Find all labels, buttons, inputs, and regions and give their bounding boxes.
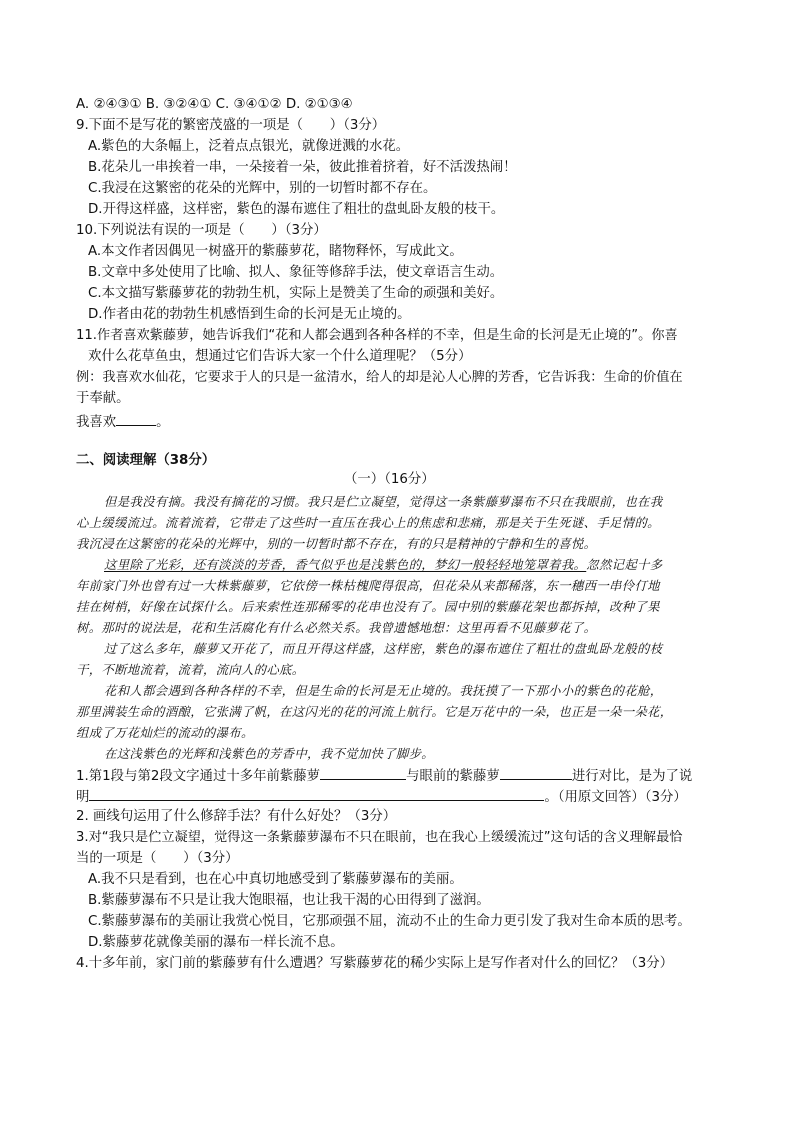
q2-stem: 2. 画线句运用了什么修辞手法？有什么好处？（3分） (76, 809, 397, 824)
q11-stem-line1: 11.作者喜欢紫藤萝，她告诉我们“花和人都会遇到各种各样的不幸，但是生命的长河是无止境的”。你喜 (76, 328, 678, 343)
passage-p2-line3: 挂在树梢，好像在试探什么。后来索性连那稀零的花串也没有了。园中别的紫藤花架也都拆掉，改种了果 (76, 599, 660, 614)
q11-answer-prefix: 我喜欢 (76, 415, 117, 430)
passage-p3-line2: 干，不断地流着，流着，流向人的心底。 (76, 662, 305, 677)
section2-subheading: （一）（16分） (344, 472, 435, 487)
q1-line1 (76, 765, 692, 787)
passage-p1-line3: 我沉浸在这繁密的花朵的光辉中，别的一切暂时都不存在，有的只是精神的宁静和生的喜悦。 (76, 536, 597, 551)
q11-stem-line2: 欢什么花草鱼虫，想通过它们告诉大家一个什么道理呢？（5分） (88, 349, 472, 364)
section2-heading: 二、阅读理解（38分） (76, 453, 216, 468)
q1-text-e: 。（用原文回答）（3分） (544, 790, 687, 805)
passage-p1-line2: 心上缓缓流过。流着流着，它带走了这些时一直压在我心上的焦虑和悲痛，那是关于生死谜、手足情的。 (76, 515, 660, 530)
q1-blank-2[interactable] (500, 765, 572, 780)
q8-options: A. ②④③① B. ③②④① C. ③④①② D. ②①③④ (76, 97, 353, 112)
passage-p1-line1: 但是我没有摘。我没有摘花的习惯。我只是伫立凝望，觉得这一条紫藤萝瀑布不只在我眼前，也在我 (104, 494, 663, 509)
q1-line2 (76, 786, 687, 808)
passage-p2-line2: 年前家门外也曾有过一大株紫藤萝，它依傍一株枯槐爬得很高，但花朵从来都稀落，东一穗西一串伶仃地 (76, 578, 660, 593)
q9-option-d: D.开得这样盛，这样密，紫色的瀑布遮住了粗壮的盘虬卧友般的枝干。 (88, 202, 505, 217)
q1-blank-1[interactable] (320, 765, 406, 780)
passage-p4-line3: 组成了万花灿烂的流动的瀑布。 (76, 725, 254, 740)
q11-example-line2: 于奉献。 (76, 391, 130, 406)
q10-option-a: A.本文作者因偶见一树盛开的紫藤萝花，睹物释怀，写成此文。 (88, 244, 463, 259)
q3-option-b: B.紫藤萝瀑布不只是让我大饱眼福，也让我干渴的心田得到了滋润。 (88, 893, 490, 908)
q11-answer-blank[interactable] (116, 411, 156, 426)
q1-text-a: 1.第1段与第2段文字通过十多年前紫藤萝 (76, 769, 321, 784)
q1-text-c: 进行对比，是为了说 (571, 769, 693, 784)
passage-p2-line4: 树。那时的说法是，花和生活腐化有什么必然关系。我曾遗憾地想：这里再看不见藤萝花了。 (76, 620, 597, 635)
q9-option-b: B.花朵儿一串挨着一串，一朵接着一朵，彼此推着挤着，好不活泼热闹！ (88, 160, 517, 175)
q3-option-a: A.我不只是看到，也在心中真切地感受到了紫藤萝瀑布的美丽。 (88, 872, 463, 887)
q3-stem-line2: 当的一项是（ ）（3分） (76, 851, 239, 866)
q1-text-b: 与眼前的紫藤萝 (406, 769, 500, 784)
passage-p4-line2: 那里满装生命的酒酿，它张满了帆，在这闪光的花的河流上航行。它是万花中的一朵，也正是一朵一朵花， (76, 704, 673, 719)
q10-option-c: C.本文描写紫藤萝花的勃勃生机，实际上是赞美了生命的顽强和美好。 (88, 286, 504, 301)
q1-text-d: 明 (76, 790, 90, 805)
underlined-sentence: 这里除了光彩，还有淡淡的芳香，香气似乎也是浅紫色的，梦幻一般轻轻地笼罩着我。 (104, 557, 587, 572)
q10-option-d: D.作者由花的勃勃生机感悟到生命的长河是无止境的。 (88, 307, 411, 322)
passage-p2-line1 (104, 555, 662, 575)
q9-option-a: A.紫色的大条幅上，泛着点点银光，就像迸溅的水花。 (88, 139, 410, 154)
q11-answer-line (76, 411, 170, 433)
q9-stem: 9.下面不是写花的繁密茂盛的一项是（ ）（3分） (76, 118, 386, 133)
q11-example-line1: 例：我喜欢水仙花，它要求于人的只是一盆清水，给人的却是沁人心脾的芳香，它告诉我：生命的价值在 (76, 370, 683, 385)
passage-p4-line1: 花和人都会遇到各种各样的不幸，但是生命的长河是无止境的。我抚摸了一下那小小的紫色的花舱， (104, 683, 663, 698)
q3-option-d: D.紫藤萝花就像美丽的瀑布一样长流不息。 (88, 935, 344, 950)
q4-stem: 4.十多年前，家门前的紫藤萝有什么遭遇？写紫藤萝花的稀少实际上是写作者对什么的回忆？（3分） (76, 956, 674, 971)
passage-p5: 在这浅紫色的光辉和浅紫色的芳香中，我不觉加快了脚步。 (104, 746, 434, 761)
q3-stem-line1: 3.对“我只是伫立凝望，觉得这一条紫藤萝瀑布不只在眼前，也在我心上缓缓流过”这句话的含义理解最恰 (76, 830, 683, 845)
q1-blank-3[interactable] (89, 786, 544, 801)
q11-answer-suffix: 。 (156, 415, 170, 430)
q3-option-c: C.紫藤萝瀑布的美丽让我赏心悦目，它那顽强不屈，流动不止的生命力更引发了我对生命本质的思考。 (88, 914, 691, 929)
q9-option-c: C.我浸在这繁密的花朵的光辉中，别的一切暂时都不存在。 (88, 181, 437, 196)
q10-stem: 10.下列说法有误的一项是（ ）（3分） (76, 223, 327, 238)
passage-p3-line1: 过了这么多年，藤萝又开花了，而且开得这样盛，这样密，紫色的瀑布遮住了粗壮的盘虬卧龙般的枝 (104, 641, 663, 656)
q10-option-b: B.文章中多处使用了比喻、拟人、象征等修辞手法，使文章语言生动。 (88, 265, 504, 280)
passage-p2-line1-rest: 忽然记起十多 (586, 557, 663, 572)
